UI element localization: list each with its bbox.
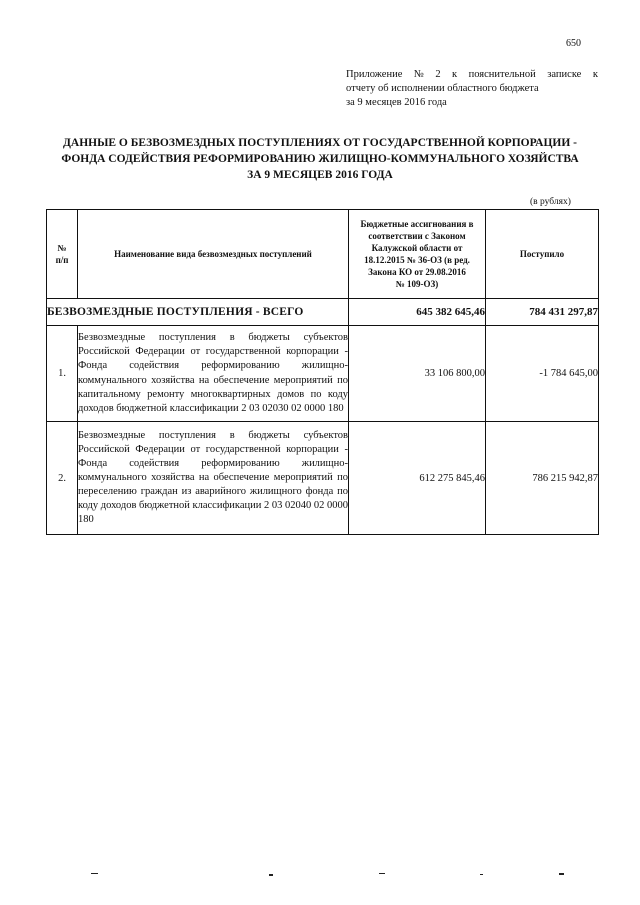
appendix-line-1 [346, 68, 598, 82]
appendix-word: 2 [435, 69, 441, 80]
total-budget: 645 382 645,46 [349, 299, 486, 326]
title-line-1: ДАННЫЕ О БЕЗВОЗМЕЗДНЫХ ПОСТУПЛЕНИЯХ ОТ ГОСУДАРСТВЕННОЙ КОРПОРАЦИИ - [62, 137, 577, 149]
title-line-3: ЗА 9 МЕСЯЦЕВ 2016 ГОДА [247, 169, 393, 181]
header-budget-line: Калужской области от [371, 243, 463, 253]
total-received: 784 431 297,87 [486, 299, 599, 326]
scan-mark [480, 874, 483, 875]
scan-mark [379, 873, 385, 874]
appendix-word: пояснительной [468, 69, 536, 80]
header-budget-line: 18.12.2015 № 36-ОЗ (в ред. [364, 255, 470, 265]
appendix-word: записке [547, 69, 582, 80]
scan-mark [91, 873, 98, 874]
header-budget-line: Закона КО от 29.08.2016 [368, 267, 466, 277]
row-budget: 612 275 845,46 [349, 422, 486, 535]
row-index: 1. [47, 326, 78, 422]
row-received: -1 784 645,00 [486, 326, 599, 422]
row-description: Безвозмездные поступления в бюджеты субъектов Российской Федерации от государственной корпорации - Фонда содействия реформированию жилищно-коммунального хозяйства на обеспечение мероприятий по капитальному ремонту многоквартирных домов по коду доходов бюджетной классификации 2 03 02030 02 0000 180 [78, 326, 349, 422]
row-index: 2. [47, 422, 78, 535]
units-note: (в рублях) [530, 197, 571, 207]
document-title [50, 135, 590, 183]
header-budget [349, 210, 486, 299]
header-budget-line: № 109-ОЗ) [395, 279, 439, 289]
header-number [47, 210, 78, 299]
scan-mark [269, 874, 273, 876]
header-budget-line: Бюджетные ассигнования в [360, 219, 474, 229]
header-number-line: № [57, 243, 67, 253]
appendix-line-2: отчету об исполнении областного бюджета [346, 83, 539, 94]
total-row [47, 299, 599, 326]
page-number: 650 [566, 38, 581, 49]
row-budget: 33 106 800,00 [349, 326, 486, 422]
appendix-word: к [452, 69, 458, 80]
table-row [47, 326, 599, 422]
table-row [47, 422, 599, 535]
appendix-word: к [592, 69, 598, 80]
header-received: Поступило [486, 210, 599, 299]
appendix-word: Приложение [346, 69, 403, 80]
header-budget-line: соответствии с Законом [368, 231, 466, 241]
total-label: БЕЗВОЗМЕЗДНЫЕ ПОСТУПЛЕНИЯ - ВСЕГО [47, 299, 349, 326]
row-description: Безвозмездные поступления в бюджеты субъектов Российской Федерации от государственной корпорации - Фонда содействия реформированию жилищно-коммунального хозяйства на обеспечение мероприятий по переселению граждан из аварийного жилищного фонда по коду доходов бюджетной классификации 2 03 02040 02 0000 180 [78, 422, 349, 535]
header-name: Наименование вида безвозмездных поступлений [78, 210, 349, 299]
appendix-note [346, 68, 598, 110]
title-line-2: ФОНДА СОДЕЙСТВИЯ РЕФОРМИРОВАНИЮ ЖИЛИЩНО-КОММУНАЛЬНОГО ХОЗЯЙСТВА [61, 153, 579, 165]
receipts-table [46, 209, 599, 535]
header-number-line: п/п [55, 255, 69, 265]
scan-mark [559, 873, 564, 875]
appendix-line-3: за 9 месяцев 2016 года [346, 97, 447, 108]
appendix-word: № [413, 69, 424, 80]
row-received: 786 215 942,87 [486, 422, 599, 535]
table-header-row [47, 210, 599, 299]
